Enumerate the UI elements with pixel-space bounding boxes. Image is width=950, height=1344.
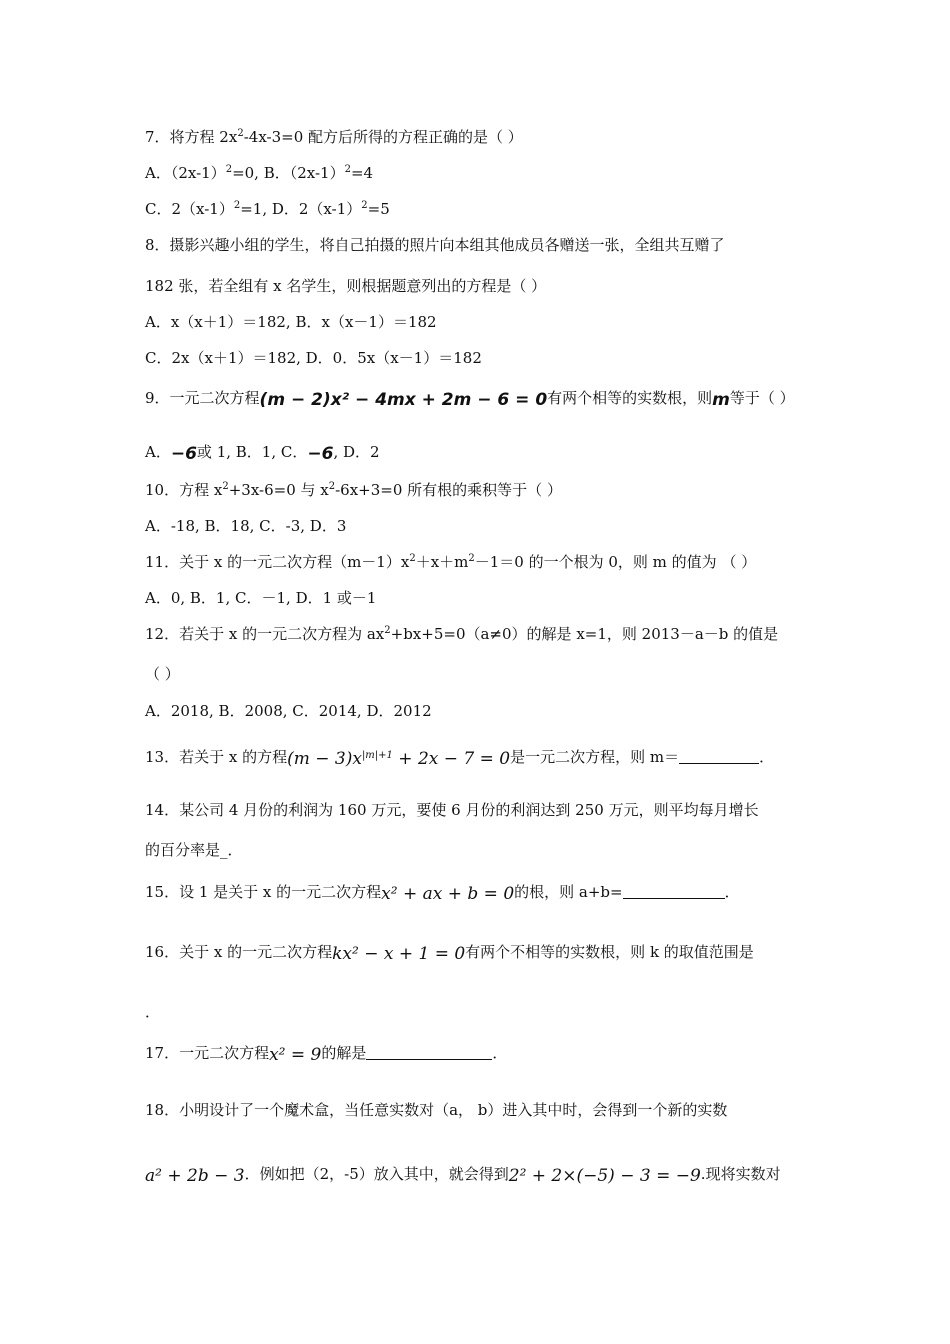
question-12-cont: （ ）: [145, 665, 180, 683]
q15-answer-blank[interactable]: [623, 884, 725, 899]
question-14: 14．某公司 4 月份的利润为 160 万元，要使 6 月份的利润达到 250 万元，则平均每月增长: [145, 801, 759, 819]
q16-equation: kx² − x + 1 = 0: [332, 944, 466, 964]
q9-variable: m: [712, 390, 730, 410]
question-8: 8．摄影兴趣小组的学生，将自己拍摄的照片向本组其他成员各赠送一张，全组共互赠了: [145, 236, 725, 254]
q7-options-ab: A．$(2x-1)^2=0$, B．$(2x-1)^2=4$: [145, 164, 374, 182]
q12-options: A．2018, B．2008, C．2014, D．2012: [145, 702, 432, 720]
q8-options-ab: A．x（x＋1）＝182, B．x（x－1）＝182: [145, 313, 437, 331]
q7-text-2: -4x-3=0 配方后所得的方程正确的是（ ）: [243, 128, 523, 146]
q8-options-cd: C．2x（x＋1）＝182, D．0．5x（x－1）＝182: [145, 349, 482, 367]
question-15: 15．设 1 是关于 x 的一元二次方程x² + ax + b = 0的根，则 a+b= ．: [145, 883, 740, 904]
question-12: 12．若关于 x 的一元二次方程为 $ax^2+bx+5=0(a\ne 0)$的解是 x=1，则 2013－a－b 的值是: [145, 625, 779, 643]
question-10: 10．方程 $x^2+3x-6=0$ 与 $x^2-6x+3=0$ 所有根的乘积等于（ ）: [145, 481, 562, 499]
question-18: 18．小明设计了一个魔术盒，当任意实数对（a， b）进入其中时，会得到一个新的实数: [145, 1101, 728, 1119]
q9-equation: (m − 2)x² − 4mx + 2m − 6 = 0: [259, 390, 548, 410]
question-11: 11．关于 x 的一元二次方程$(m-1)x^2+x+m^2-1=0$ 的一个根为 0，则 m 的值为 （ ）: [145, 553, 757, 571]
question-9: 9．一元二次方程(m − 2)x² − 4mx + 2m − 6 = 0有两个相等的实数根，则m等于（ ）: [145, 389, 795, 410]
question-8-cont: 182 张，若全组有 x 名学生，则根据题意列出的方程是（ ）: [145, 277, 547, 295]
question-18-cont: a² + 2b − 3．例如把（2，-5）放入其中，就会得到2² + 2×(−5) − 3 = −9.现将实数对: [145, 1165, 781, 1186]
q18-expression: a² + 2b − 3: [145, 1166, 245, 1186]
q7-text: 7．将方程 2x: [145, 128, 238, 146]
q13-answer-blank[interactable]: [679, 749, 759, 764]
q13-equation: $(m - 3)x^{|m|+1} + 2x - 7 = 0$: [287, 749, 511, 769]
q15-equation: x² + ax + b = 0: [381, 884, 515, 904]
q7-options-cd: C．$2(x-1)^2=1$, D．$2(x-1)^2=5$: [145, 200, 390, 218]
q9-options: A．−6或 1, B．1, C．−6, D．2: [145, 443, 380, 464]
question-17: 17．一元二次方程x² = 9的解是 ．: [145, 1044, 508, 1065]
q10-options: A．-18, B．18, C．-3, D．3: [145, 517, 347, 535]
q11-options: A．0, B．1, C．－1, D．1 或－1: [145, 589, 377, 607]
q17-equation: x² = 9: [269, 1045, 322, 1065]
question-16: 16．关于 x 的一元二次方程kx² − x + 1 = 0有两个不相等的实数根，则 k 的取值范围是: [145, 943, 754, 964]
question-13: 13．若关于 x 的方程$(m - 3)x^{|m|+1} + 2x - 7 = 0$是一元二次方程，则 m＝ ．: [145, 748, 775, 769]
q17-answer-blank[interactable]: [366, 1045, 492, 1060]
question-7: 7．将方程 $2x^2-4x-3=0$ 配方后所得的方程正确的是（ ）: [145, 128, 523, 146]
question-16-cont: ．: [145, 1003, 161, 1021]
question-14-cont: 的百分率是_．: [145, 841, 243, 859]
q18-example: 2² + 2×(−5) − 3 = −9: [508, 1166, 701, 1186]
